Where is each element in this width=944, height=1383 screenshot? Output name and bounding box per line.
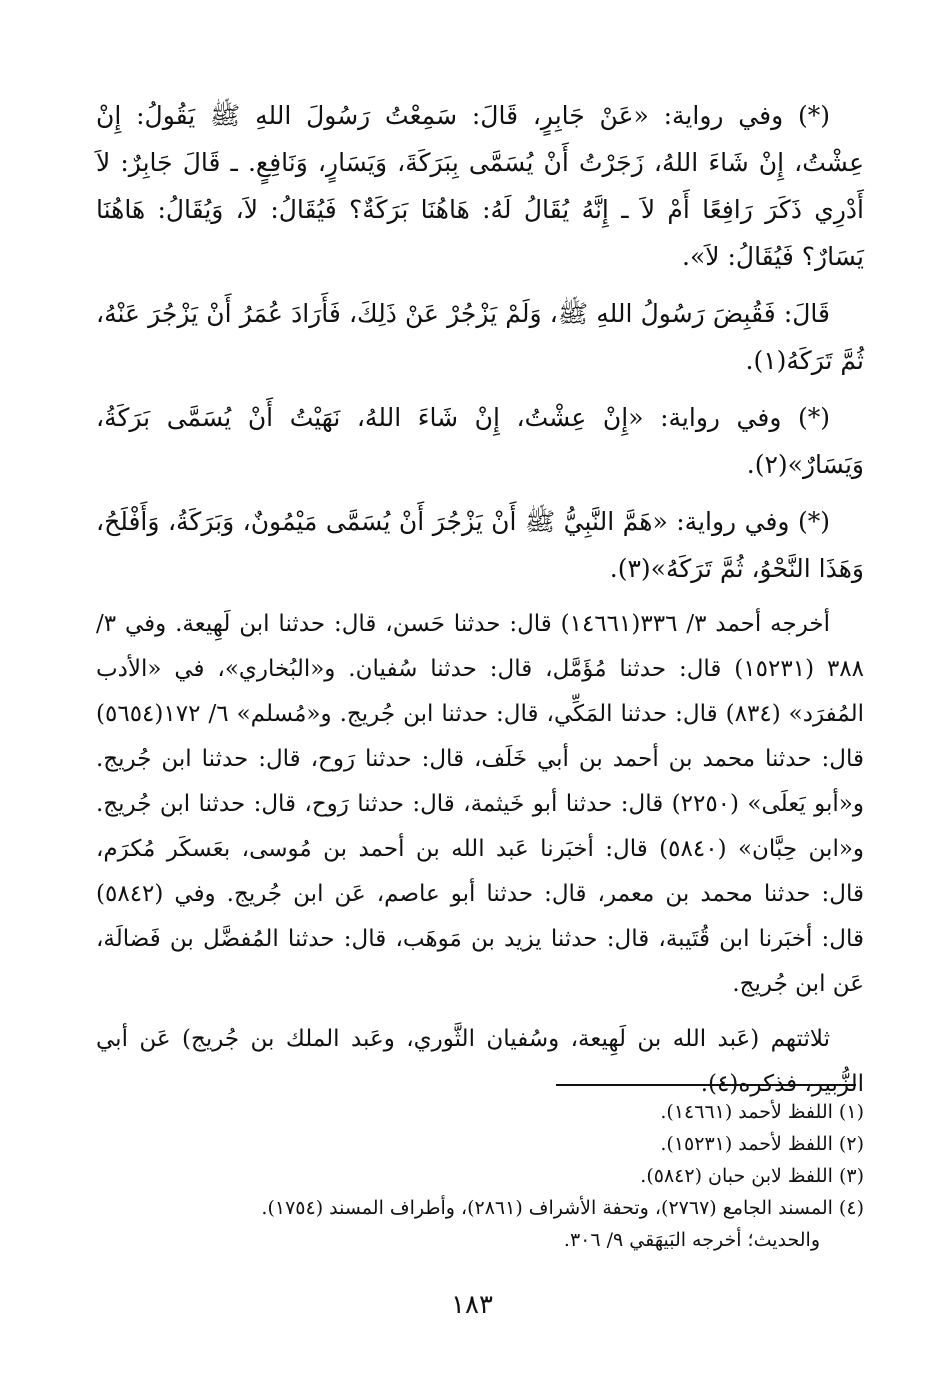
footnotes	[96, 1096, 864, 1256]
footnote-4: (٤) المسند الجامع (٢٧٦٧)، وتحفة الأشراف (٢٨٦١)، وأطراف المسند (١٧٥٤).	[261, 1197, 864, 1219]
main-text	[96, 92, 864, 1117]
narration-paragraph-4: (*) وفي رواية: «هَمَّ النَّبِيُّ ﷺ أَنْ يَزْجُرَ أَنْ يُسَمَّى مَيْمُونٌ، وَبَرَكَةُ، وَأَفْلَحُ، وَهَذَا النَّحْوُ، ثُمَّ تَرَكَهُ»(٣).	[96, 507, 864, 583]
takhrij-paragraph: أخرجه أحمد ٣/ ٣٣٦(١٤٦٦١) قال: حدثنا حَسن، قال: حدثنا ابن لَهِيعة. وفي ٣/ ٣٨٨ (١٥٢٣١) قال: حدثنا مُؤَمَّل، قال: حدثنا سُفيان. و«البُخاري»، في «الأدب المُفرَد» (٨٣٤) قال: حدثنا المَكِّي، قال: حدثنا ابن جُريج. و«مُسلم» ٦/ ١٧٢(٥٦٥٤) قال: حدثنا محمد بن أحمد بن أبي خَلَف، قال: حدثنا رَوح، قال: حدثنا ابن جُريج. و«أبو يَعلَى» (٢٢٥٠) قال: حدثنا أبو خَيثمة، قال: حدثنا رَوح، قال: حدثنا ابن جُريج. و«ابن حِبَّان» (٥٨٤٠) قال: أخبَرنا عَبد الله بن أحمد بن مُوسى، بعَسكَر مُكرَم، قال: حدثنا محمد بن معمر، قال: حدثنا أبو عاصم، عَن ابن جُريج. وفي (٥٨٤٢) قال: أخبَرنا ابن قُتَيبة، قال: حدثنا يزيد بن مَوهَب، قال: حدثنا المُفضَّل بن فَضالَة، عَن ابن جُريج.	[96, 611, 865, 997]
page-number: ١٨٣	[451, 1290, 493, 1320]
narration-paragraph-3: (*) وفي رواية: «إِنْ عِشْتُ، إِنْ شَاءَ اللهُ، نَهَيْتُ أَنْ يُسَمَّى بَرَكَةُ، وَيَسَارٌ»(٢).	[96, 403, 864, 479]
footnote-3: (٣) اللفظ لابن حبان (٥٨٤٢).	[640, 1165, 864, 1187]
narration-paragraph-1: (*) وفي رواية: «عَنْ جَابِرٍ، قَالَ: سَمِعْتُ رَسُولَ اللهِ ﷺ يَقُولُ: إِنْ عِشْتُ، إِنْ شَاءَ اللهُ، زَجَرْتُ أَنْ يُسَمَّى بِبَرَكَةَ، وَيَسَارٍ، وَنَافِعٍ. ـ قَالَ جَابِرٌ: لاَ أَدْرِي ذَكَرَ رَافِعًا أَمْ لاَ ـ إِنَّهُ يُقَالُ لَهُ: هَاهُنَا بَرَكَةٌ؟ فَيُقَالُ: لاَ، وَيُقَالُ: هَاهُنَا يَسَارٌ؟ فَيُقَالُ: لاَ».	[96, 101, 864, 271]
isnad-summary-paragraph: ثلاثتهم (عَبد الله بن لَهِيعة، وسُفيان الثَّوري، وعَبد الملك بن جُريج) عَن أبي الزُّبير، فذكره(٤).	[96, 1026, 864, 1097]
narration-paragraph-2: قَالَ: فَقُبِضَ رَسُولُ اللهِ ﷺ، وَلَمْ يَزْجُرْ عَنْ ذَلِكَ، فَأَرَادَ عُمَرُ أَنْ يَزْجُرَ عَنْهُ، ثُمَّ تَرَكَهُ(١).	[96, 299, 864, 375]
footnote-4-continuation: والحديث؛ أخرجه البَيهَقي ٩/ ٣٠٦.	[563, 1229, 820, 1251]
footnote-1: (١) اللفظ لأحمد (١٤٦٦١).	[660, 1101, 864, 1123]
footnote-2: (٢) اللفظ لأحمد (١٥٢٣١).	[660, 1133, 864, 1155]
footnote-divider	[556, 1084, 856, 1086]
